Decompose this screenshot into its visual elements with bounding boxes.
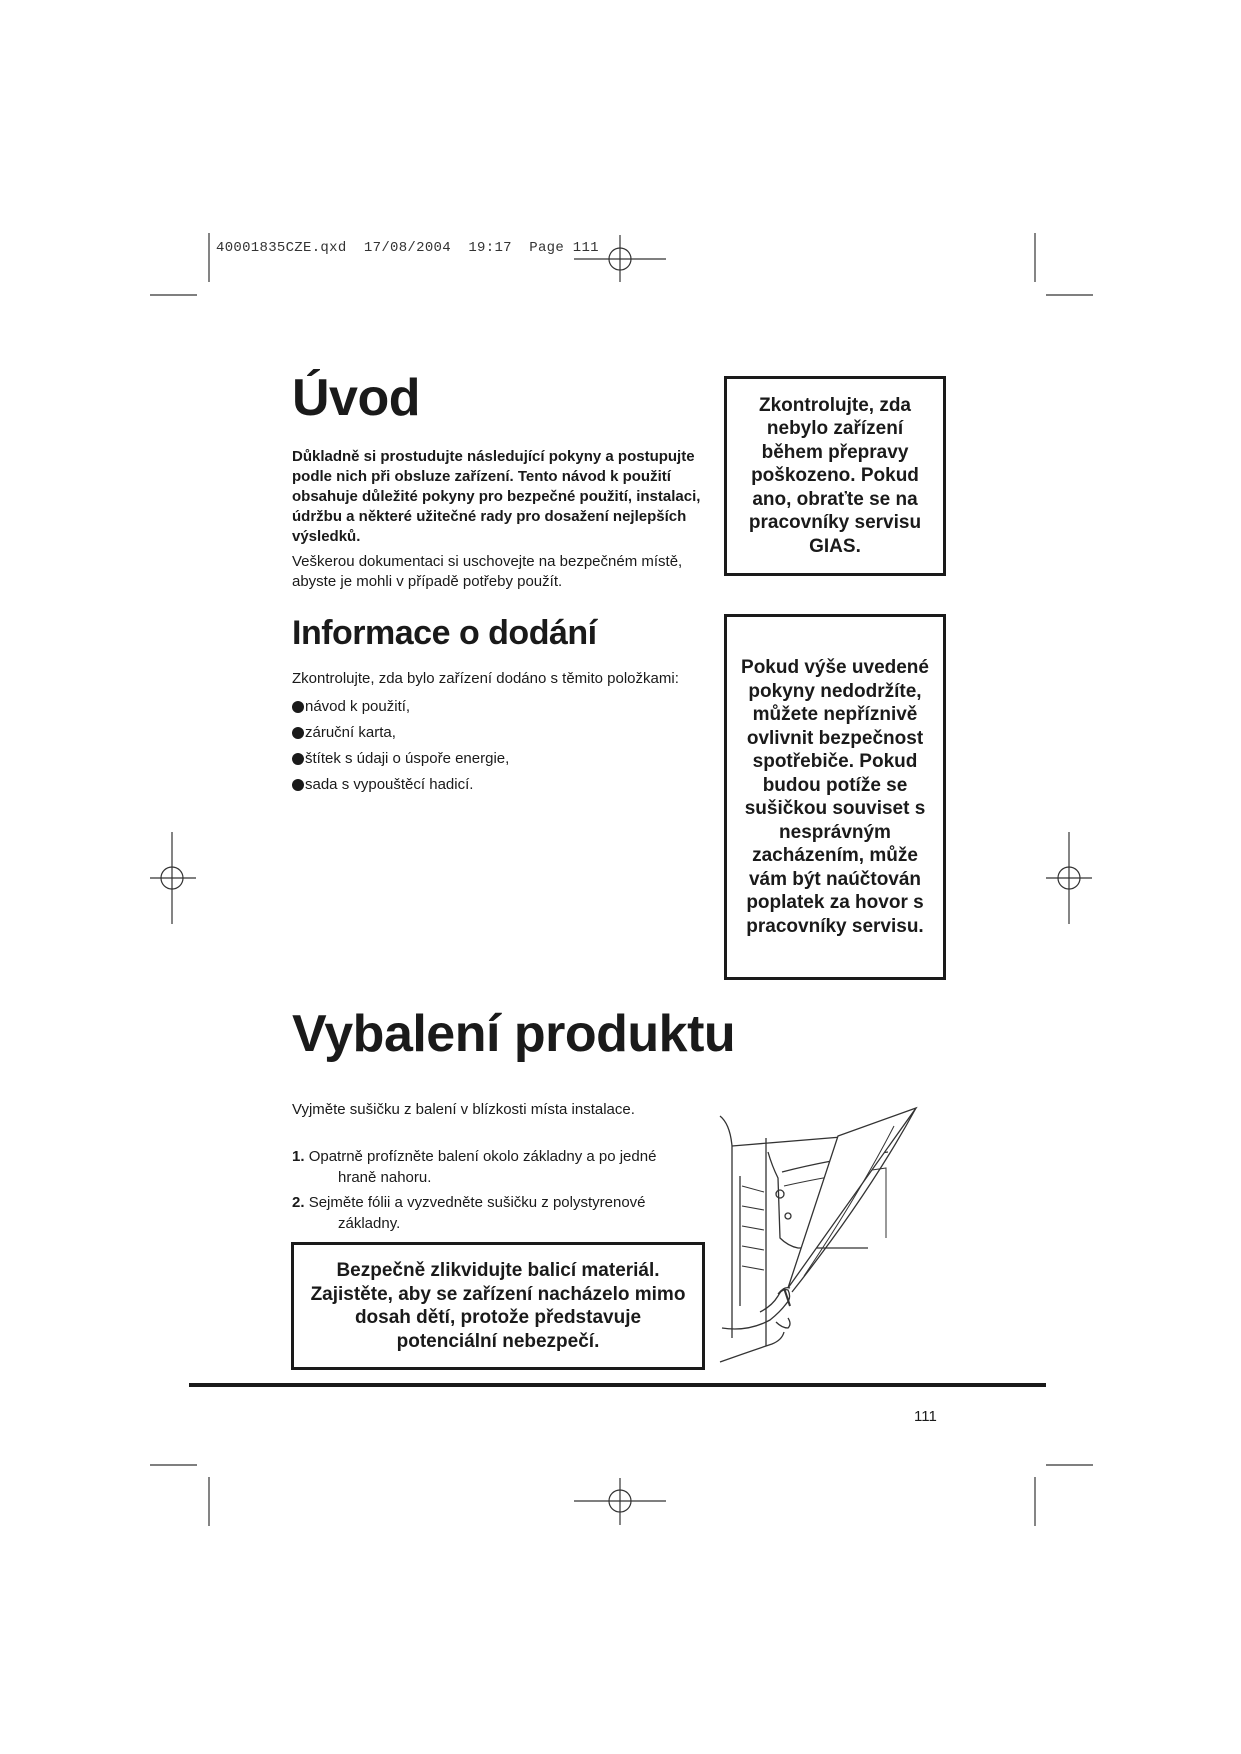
delivery-lead: Zkontrolujte, zda bylo zařízení dodáno s těmito položkami: (292, 670, 679, 687)
step-number: 2. (292, 1194, 305, 1211)
file-slug: 40001835CZE.qxd 17/08/2004 19:17 Page 111 (216, 240, 599, 256)
unpacking-steps-list (292, 1146, 712, 1238)
bullet-icon (292, 727, 304, 739)
bullet-icon (292, 779, 304, 791)
section-title-unpacking: Vybalení produktu (292, 1005, 736, 1063)
bullet-icon (292, 753, 304, 765)
unpacking-lead: Vyjměte sušičku z balení v blízkosti místa instalace. (292, 1101, 635, 1118)
intro-bold-paragraph: Důkladně si prostudujte následující pokyny a postupujte podle nich při obsluze zařízení. Tento návod k použití obsahuje důležité pokyny pro bezpečné použití, instalaci, údržbu a některé užitečné rady pro dosažení nejlepších výsledků. (292, 448, 701, 545)
footer-rule (189, 1383, 1046, 1387)
page-number: 111 (914, 1408, 937, 1425)
disposal-text: Bezpečně zlikvidujte balicí materiál. Zajistěte, aby se zařízení nacházelo mimo dosah dětí, protože představuje potenciální nebezpečí. (310, 1260, 686, 1352)
registration-mark-bottom (574, 1478, 666, 1525)
list-item: záruční karta, (292, 720, 509, 746)
list-item: návod k použití, (292, 694, 509, 720)
section-title-delivery: Informace o dodání (292, 614, 597, 652)
step-text-continued: hraně nahoru. (338, 1169, 432, 1186)
transport-check-text: Zkontrolujte, zda nebylo zařízení během přepravy poškozeno. Pokud ano, obraťte se na pracovníky servisu GIAS. (748, 394, 922, 557)
warning-box (724, 614, 946, 980)
list-item: štítek s údaji o úspoře energie, (292, 746, 509, 772)
transport-check-box (724, 376, 946, 576)
step-text: Sejměte fólii a vyzvedněte sušičku z polystyrenové (308, 1194, 646, 1211)
registration-mark-right (1046, 832, 1092, 924)
warning-text: Pokud výše uvedené pokyny nedodržíte, můžete nepříznivě ovlivnit bezpečnost spotřebiče. Pokud budou potíže se sušičkou souviset s nesprávným zacházením, může vám být naúčtován poplatek za hovor s pracovníky servisu. (741, 657, 929, 937)
delivery-items-list (292, 694, 509, 798)
unpacking-illustration (718, 1106, 928, 1376)
section-title-intro: Úvod (292, 369, 420, 427)
list-item (292, 1146, 712, 1188)
disposal-box (291, 1242, 705, 1370)
registration-mark-left (150, 832, 196, 924)
intro-paragraph: Veškerou dokumentaci si uschovejte na bezpečném místě, abyste je mohli v případě potřeby použít. (292, 553, 683, 590)
step-text: Opatrně profízněte balení okolo základny a po jedné (308, 1148, 657, 1165)
list-item: sada s vypouštěcí hadicí. (292, 772, 509, 798)
list-item (292, 1192, 712, 1234)
step-number: 1. (292, 1148, 305, 1165)
step-text-continued: základny. (338, 1215, 401, 1232)
bullet-icon (292, 701, 304, 713)
